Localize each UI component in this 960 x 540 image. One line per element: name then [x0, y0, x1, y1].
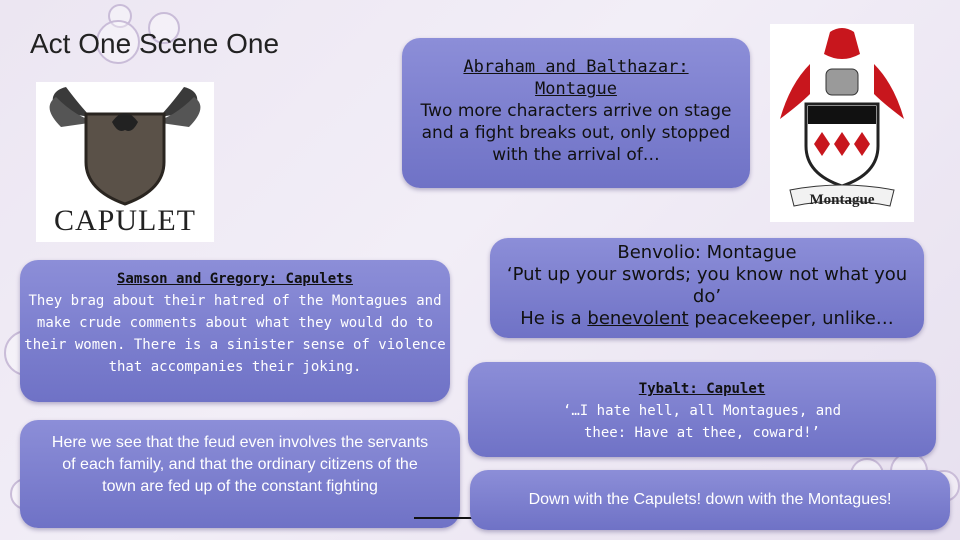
tybalt-heading: Tybalt: Capulet [638, 381, 766, 397]
benvolio-underlined-word: benevolent [587, 308, 689, 329]
benvolio-text [490, 308, 924, 330]
capulet-logo-text: CAPULET [54, 204, 196, 237]
montague-crest-image [770, 24, 914, 222]
samson-text: They brag about their hatred of the Montagues and make crude comments about what they would do to their women. There is a sinister sense of violence that accompanies their joking. [24, 293, 446, 375]
benvolio-text-prefix: He is a [520, 308, 588, 329]
abraham-text: Two more characters arrive on stage and a fight breaks out, only stopped with the arrival of… [420, 101, 732, 165]
montague-logo-text: Montague [809, 192, 875, 208]
benvolio-heading: Benvolio: Montague [617, 242, 797, 263]
citizens-cry-panel [470, 470, 950, 530]
benvolio-text-suffix: peacekeeper, unlike… [688, 308, 894, 329]
feud-summary-panel [20, 420, 460, 528]
samson-heading: Samson and Gregory: Capulets [116, 271, 353, 287]
abraham-balthazar-panel [402, 38, 750, 188]
benvolio-quote: ‘Put up your swords; you know not what you do’ [506, 264, 908, 307]
citizens-cry-text: Down with the Capulets! down with the Montagues! [528, 491, 892, 508]
benvolio-panel [490, 238, 924, 338]
tybalt-quote: ‘…I hate hell, all Montagues, and thee: Have at thee, coward!’ [562, 403, 842, 441]
abraham-heading: Abraham and Balthazar: Montague [463, 57, 689, 99]
capulet-crest-image [36, 82, 214, 242]
slide-title: Act One Scene One [30, 28, 280, 59]
feud-summary-text: Here we see that the feud even involves the servants of each family, and that the ordinary citizens of the town are fed up of the constant fighting [51, 434, 429, 495]
samson-gregory-panel [20, 260, 450, 402]
tybalt-panel [468, 362, 936, 457]
